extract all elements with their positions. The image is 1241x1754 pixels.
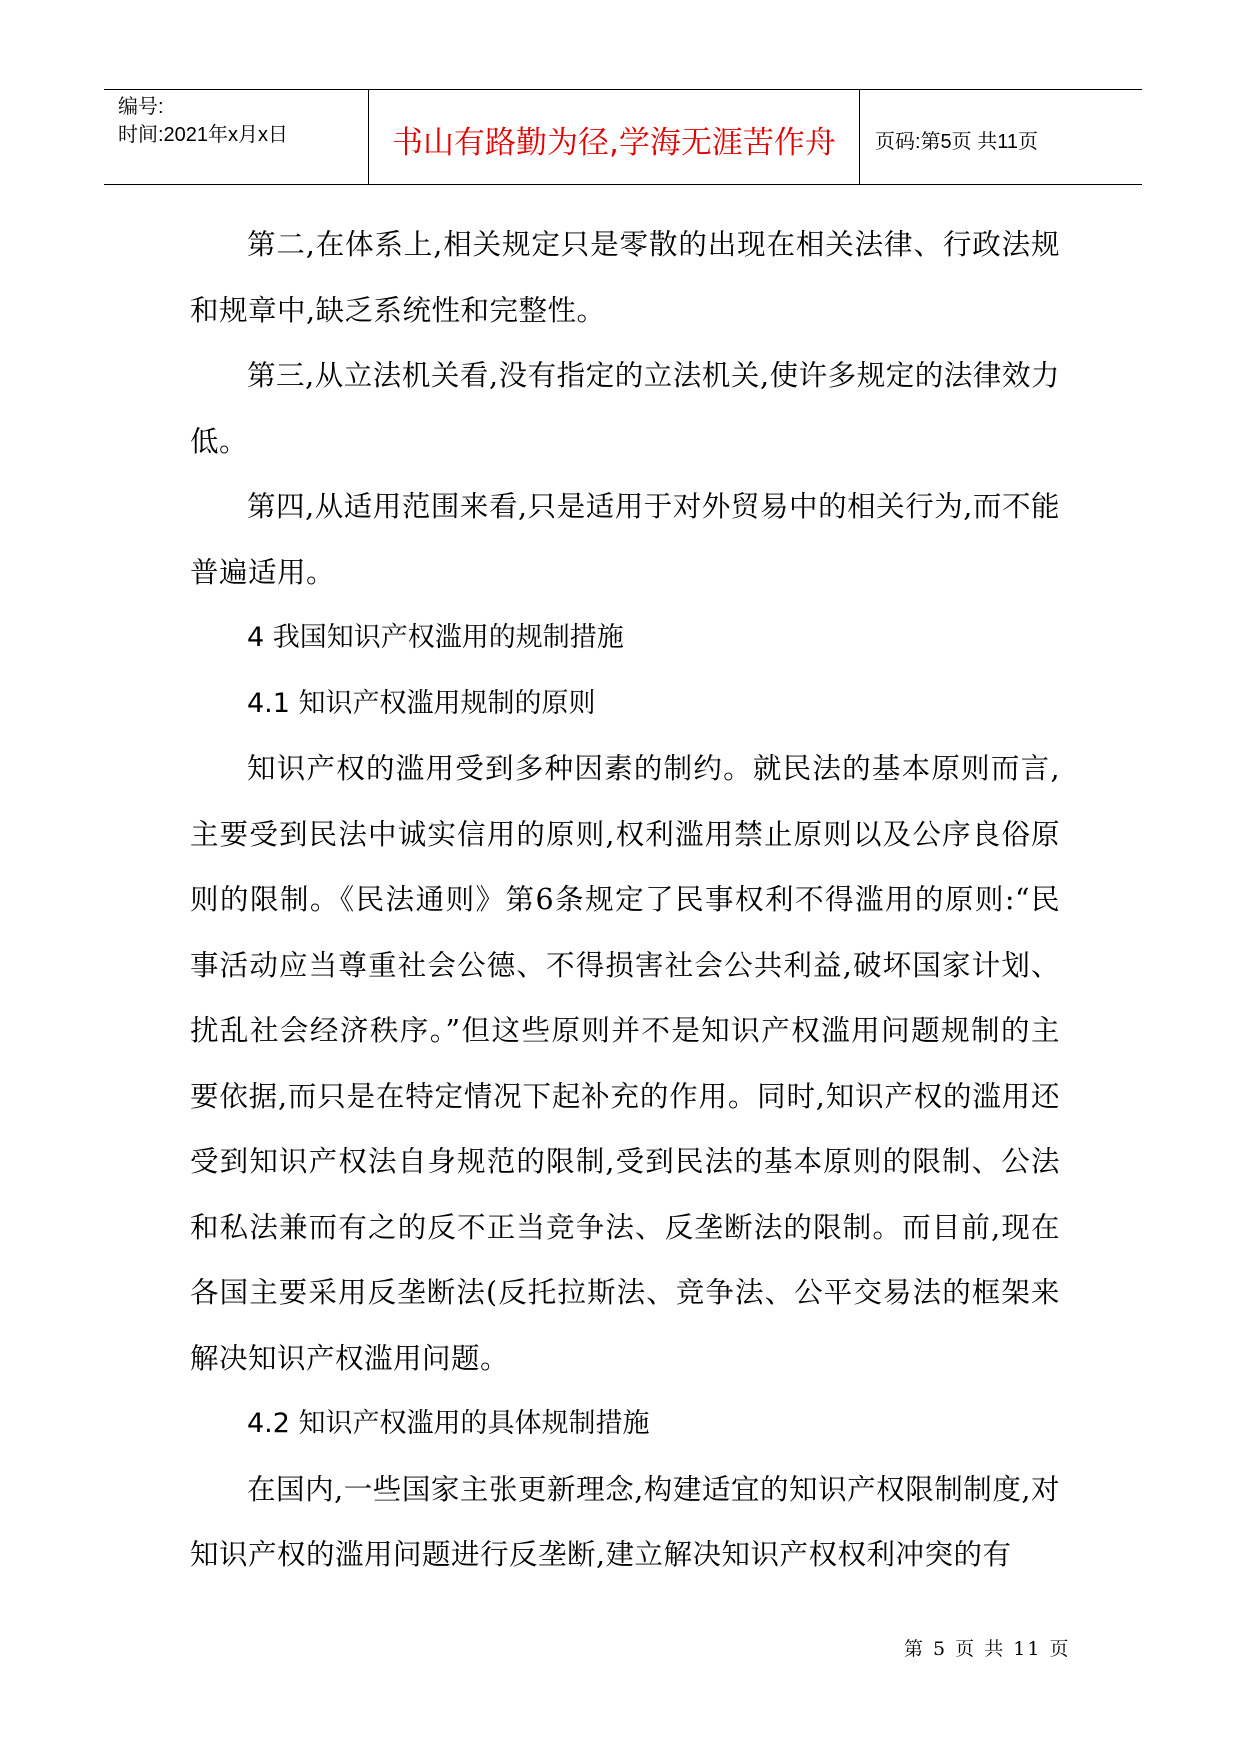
paragraph-scope: 第四,从适用范围来看,只是适用于对外贸易中的相关行为,而不能普遍适用。 [190,490,1060,589]
serial-number-label: 编号: [118,96,164,118]
section-heading-4-2: 4.2 知识产权滥用的具体规制措施 [247,1408,650,1439]
document-body [190,212,1060,1588]
section-heading-4: 4 我国知识产权滥用的规制措施 [247,622,624,653]
paragraph-legislature: 第三,从立法机关看,没有指定的立法机关,使许多规定的法律效力低。 [190,359,1060,458]
motto-text: 书山有路勤为径,学海无涯苦作舟 [392,124,836,161]
paragraph-principles: 知识产权的滥用受到多种因素的制约。就民法的基本原则而言,主要受到民法中诚实信用的原则,权利滥用禁止原则以及公序良俗原则的限制。《民法通则》第6条规定了民事权利不得滥用的原则:“民事活动应当尊重社会公德、不得损害社会公共利益,破坏国家计划、扰乱社会经济秩序。”但这些原则并不是知识产权滥用问题规制的主要依据,而只是在特定情况下起补充的作用。同时,知识产权的滥用还受到知识产权法自身规范的限制,受到民法的基本原则的限制、公法和私法兼而有之的反不正当竞争法、反垄断法的限制。而目前,现在各国主要采用反垄断法(反托拉斯法、竞争法、公平交易法的框架来解决知识产权滥用问题。 [190,752,1060,1375]
page-footer: 第 5 页 共 11 页 [904,1638,1071,1660]
header-motto-cell [369,90,860,184]
header-meta-cell [104,90,369,184]
header-page-info: 页码:第5页 共11页 [875,130,1038,153]
date-label: 时间:2021年x月x日 [118,124,289,146]
section-heading-4-1: 4.1 知识产权滥用规制的原则 [247,687,596,719]
page-header [104,89,1142,185]
paragraph-system: 第二,在体系上,相关规定只是零散的出现在相关法律、行政法规和规章中,缺乏系统性和完整性。 [190,228,1060,327]
paragraph-measures: 在国内,一些国家主张更新理念,构建适宜的知识产权限制制度,对知识产权的滥用问题进行反垄断,建立解决知识产权权利冲突的有 [190,1472,1060,1571]
header-page-cell [860,90,1142,184]
